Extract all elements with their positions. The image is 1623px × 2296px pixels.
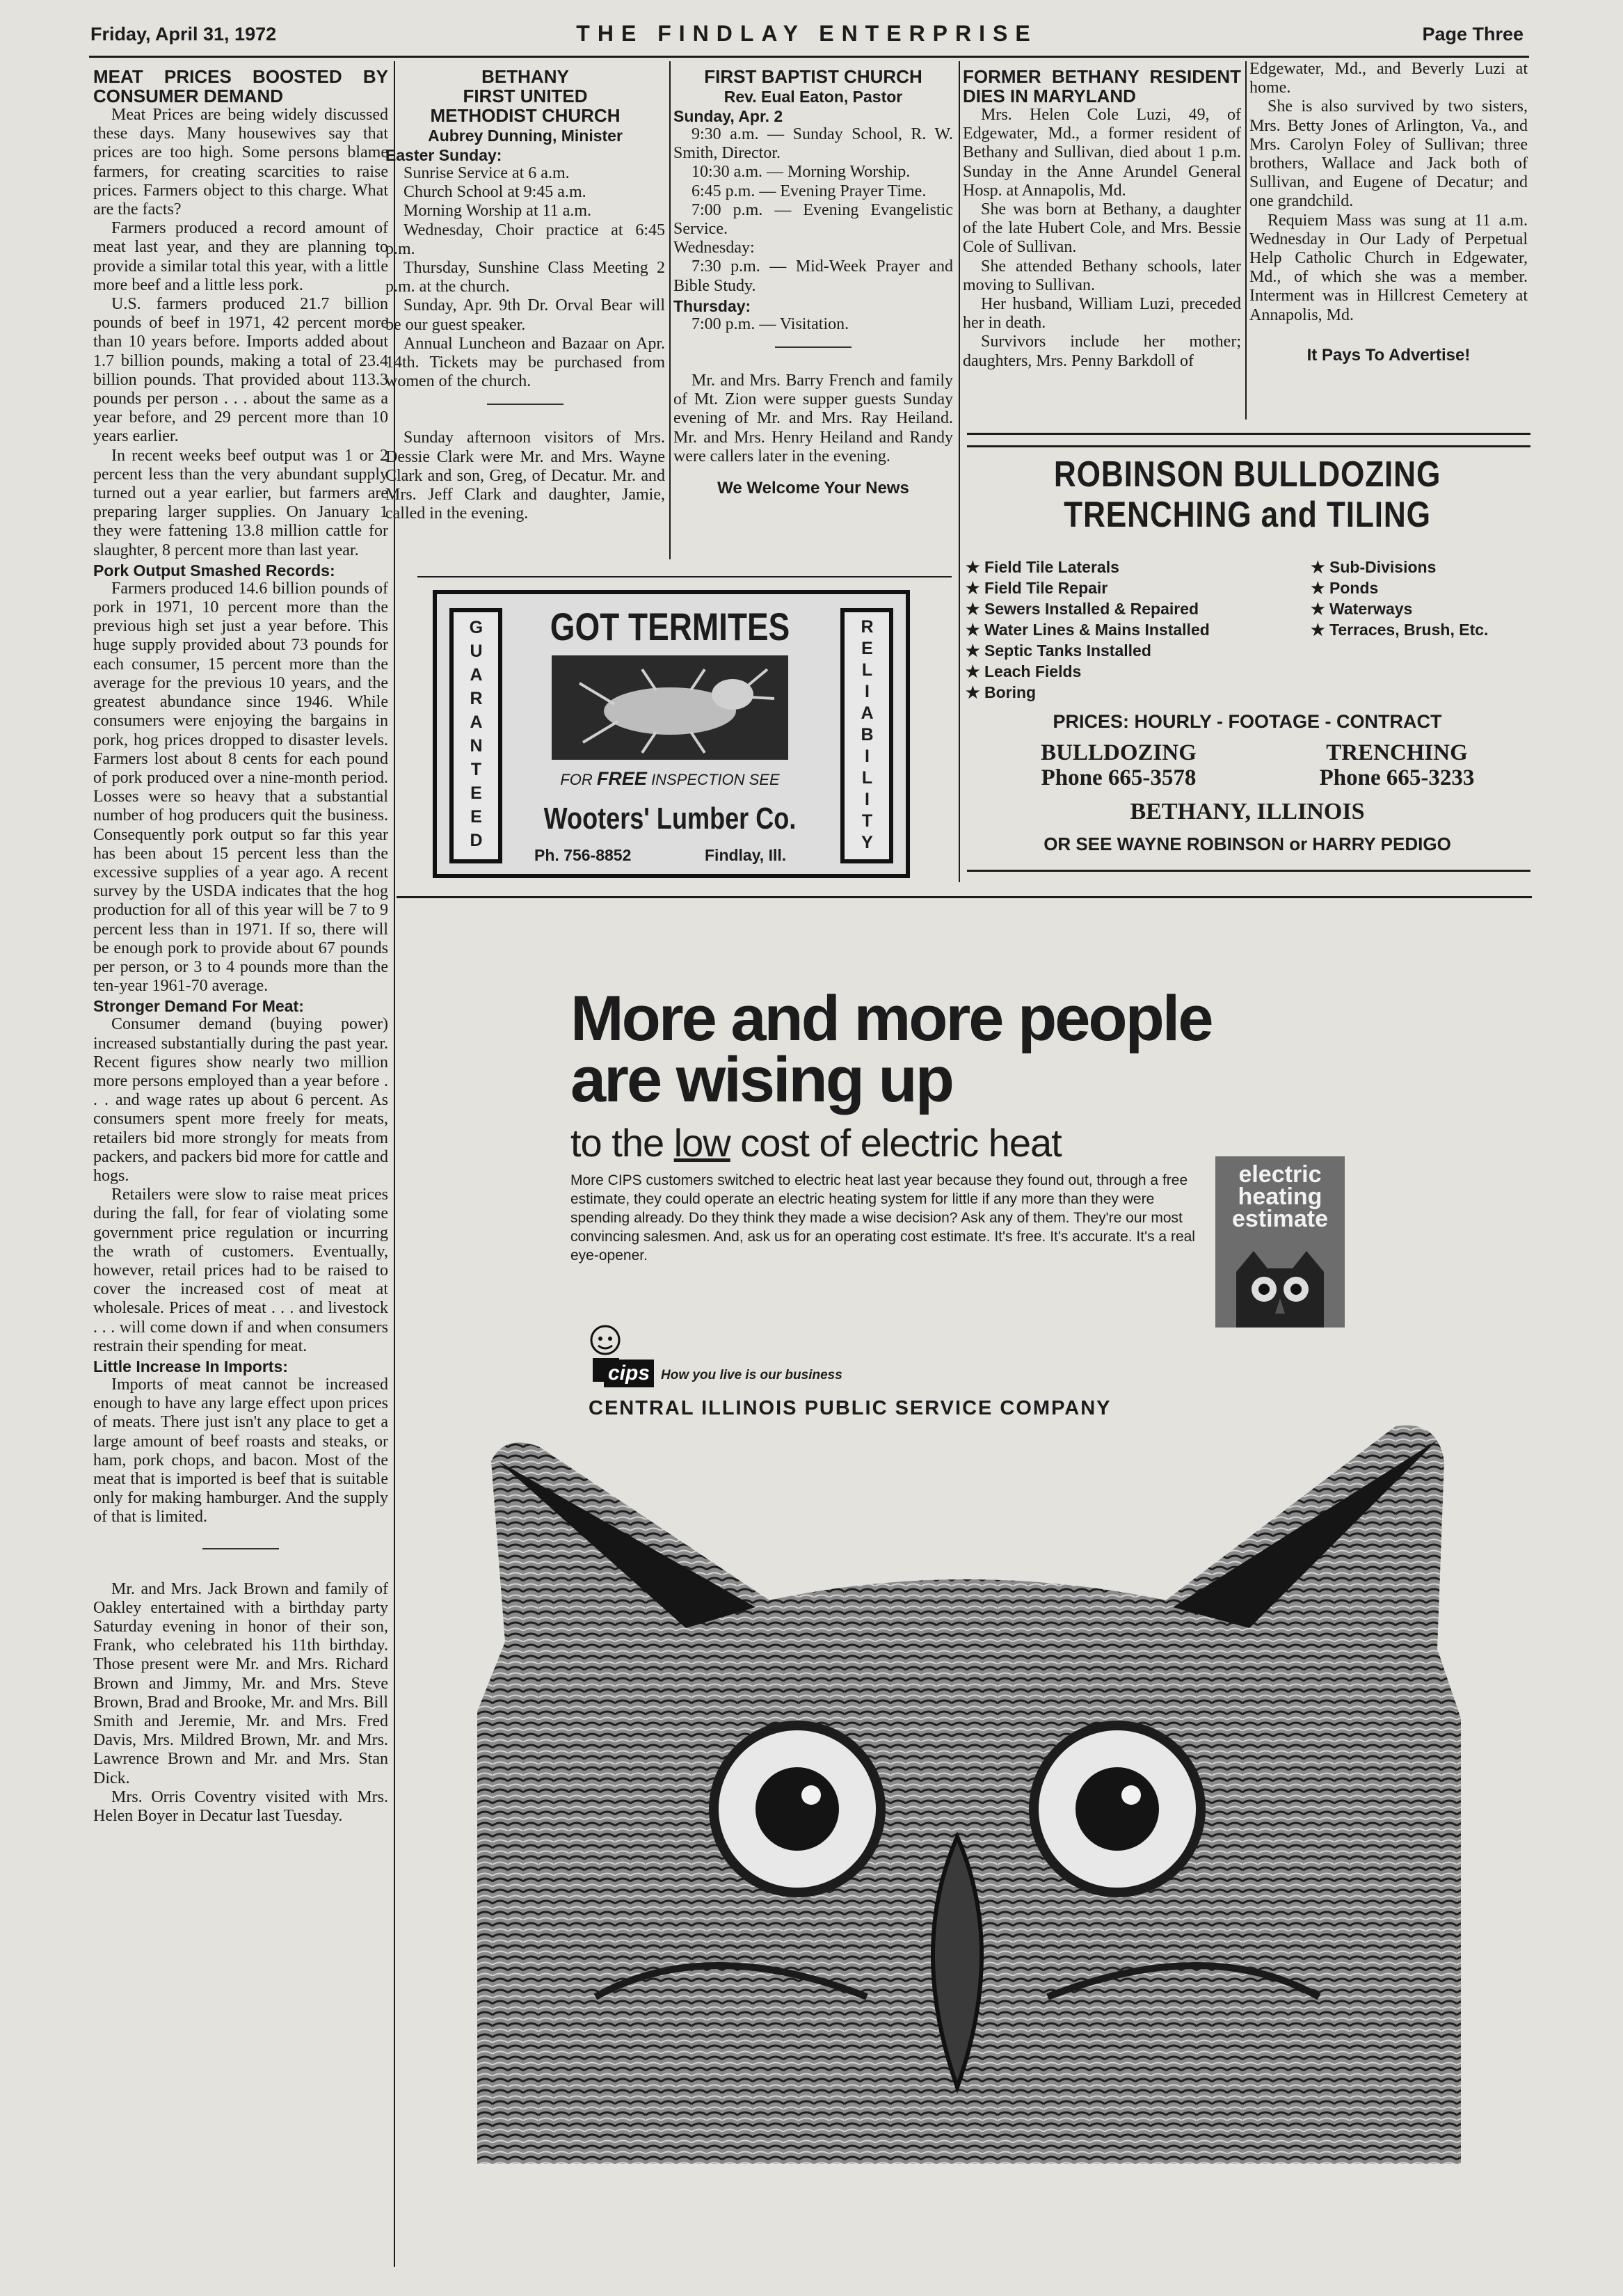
vertical-letters: RELIABILITY (857, 617, 877, 854)
church-name-line: FIRST UNITED (463, 86, 588, 106)
minister-name: Aubrey Dunning, Minister (428, 127, 623, 145)
baptist-church-notice (673, 67, 953, 497)
robinson-town: BETHANY, ILLINOIS (1130, 799, 1365, 824)
masthead (90, 21, 1524, 51)
ad-top-rule (417, 576, 952, 577)
service-item: 7:00 p.m. — Visitation. (691, 314, 849, 333)
wooters-town: Findlay, Ill. (705, 846, 787, 864)
obituary-headline: FORMER BETHANY RESIDENT DIES IN MARYLAND (963, 66, 1241, 106)
service-item: ★ Field Tile Repair (966, 579, 1108, 597)
service-item: ★ Sub-Divisions (1311, 558, 1437, 576)
obituary-paragraph: Her husband, William Luzi, preceded her in death. (963, 295, 1241, 333)
service-item: 7:00 p.m. — Evening Evangelistic Service. (673, 200, 953, 239)
robinson-contacts: OR SEE WAYNE ROBINSON or HARRY PEDIGO (1044, 834, 1451, 854)
column-divider-3 (959, 61, 960, 882)
separator (202, 1548, 279, 1549)
bulldozing-block (1014, 740, 1223, 790)
heating-estimate-box (1215, 1156, 1345, 1328)
cips-logo: cips (604, 1360, 654, 1387)
service-item: Morning Worship at 11 a.m. (403, 202, 592, 221)
article-paragraph: In recent weeks beef output was 1 or 2 percent less than the very abundant supply turned out a year earlier, but farmers are preparing larger supplies. On January 1 they were fattening 13.8 million cattle for slaughter, 8 percent more than last year. (93, 446, 388, 559)
meat-prices-article (93, 67, 388, 1826)
subheading: Stronger Demand For Meat: (93, 997, 304, 1016)
article-paragraph: Imports of meat cannot be increased enough to have any large effect upon prices of meats. There just isn't any place to get a large amount of beef roasts and steaks, or ham, pork chops, and bacon. Most of the meat that is imported is beef that is suitable only for making hamburger. And the supply of that is limited. (93, 1376, 388, 1526)
column-divider-2 (669, 61, 671, 559)
small-owl-icon (1215, 1244, 1345, 1328)
trenching-phone: Phone 665-3233 (1319, 765, 1475, 790)
sub-low: low (673, 1121, 730, 1165)
sub-post: cost of electric heat (740, 1121, 1062, 1165)
church-name-line: BETHANY (481, 66, 569, 87)
service-item: 6:45 p.m. — Evening Prayer Time. (691, 182, 927, 200)
sunday-heading: Sunday, Apr. 2 (673, 107, 783, 125)
article-paragraph: Farmers produced a record amount of meat last year, and they are planning to provide a similar total this year, with a little more beef and a little less pork. (93, 219, 388, 294)
robinson-title-2: TRENCHING and TILING (1064, 495, 1431, 535)
vertical-letters: GUARANTEED (466, 617, 486, 854)
ad-top-rule (967, 433, 1530, 435)
article-paragraph: Retailers were slow to raise meat prices during the fall, for fear of violating some government price regulation or incurring the wrath of customers. Eventually, however, retail prices had to be raised to cover the increased cost of meat at wholesale. Prices of meat . . . and livestock . . . will come down if and when consumers restrain their spending for meat. (93, 1186, 388, 1355)
free-inspection-post: INSPECTION SEE (651, 771, 780, 788)
service-item: 10:30 a.m. — Morning Worship. (691, 163, 911, 182)
service-item: Annual Luncheon and Bazaar on Apr. 14th. Tickets may be purchased from women of the church. (385, 334, 665, 391)
services-list-right (1311, 557, 1533, 640)
cips-electric-heat-ad (570, 983, 1328, 1419)
sub-pre: to the (570, 1121, 664, 1165)
clark-visitors-item: Sunday afternoon visitors of Mrs. Dessie Clark were Mr. and Mrs. Wayne Clark and son, Greg, of Decatur. Mr. and Mrs. Jeff Clark and daughter, Jamie, called in the evening. (385, 429, 665, 523)
church-name-line: METHODIST CHURCH (430, 105, 621, 126)
service-item: Wednesday, Choir practice at 6:45 p.m. (385, 221, 665, 258)
church-name: FIRST BAPTIST CHURCH (704, 66, 922, 87)
termite-photo (552, 655, 788, 760)
header-rule (89, 56, 1529, 58)
cips-body-copy: More CIPS customers switched to electric heat last year because they found out, through a free estimate, they could operate an electric heating system for little if any more than they were spending already. Do they think they made a wise decision? Ask any of them. They're our most convincing salesmen. And, ask us for an operating cost estimate. It's free. It's accurate. It's a real eye-opener. (570, 1172, 1195, 1263)
service-item: ★ Ponds (1311, 579, 1379, 597)
robinson-bulldozing-ad (966, 445, 1529, 870)
article-paragraph: Consumer demand (buying power) increased substantially during the past year. Recent figures show nearly two million more persons employed than a year before . . . and wage rates up about 6 percent. As consumers spent more freely for meats, retailers bid more strongly for meats from packers, and packers bid more for cattle and hogs. (93, 1015, 388, 1185)
free-inspection-pre: FOR (560, 771, 593, 788)
cips-company-name: CENTRAL ILLINOIS PUBLIC SERVICE COMPANY (589, 1397, 1112, 1419)
termite-headline: GOT TERMITES (550, 605, 790, 648)
column-divider-4 (1245, 61, 1247, 420)
owl-illustration (477, 1419, 1461, 2164)
estimate-label (1215, 1163, 1345, 1230)
service-item: ★ Field Tile Laterals (966, 558, 1119, 576)
bulldozing-phone: Phone 665-3578 (1041, 765, 1197, 790)
advertise-slogan: It Pays To Advertise! (1306, 345, 1471, 365)
obituary-paragraph: Survivors include her mother; daughters, Mrs. Penny Barkdoll of (963, 333, 1241, 370)
cips-subheadline (570, 1120, 1212, 1165)
coventry-item: Mrs. Orris Coventry visited with Mrs. Helen Boyer in Decatur last Tuesday. (93, 1787, 388, 1826)
service-item: ★ Septic Tanks Installed (966, 641, 1151, 660)
obituary-paragraph: Requiem Mass was sung at 11 a.m. Wednesday in Our Lady of Perpetual Help Catholic Church in Edgewater, Md., of which she was a member. Interment was in Hillcrest Cemetery at Annapolis, Md. (1249, 211, 1528, 324)
meat-prices-headline: MEAT PRICES BOOSTED BY CONSUMER DEMAND (93, 66, 388, 106)
service-item: ★ Waterways (1311, 600, 1413, 618)
article-paragraph: Farmers produced 14.6 billion pounds of pork in 1971, 10 percent more than the previous high set just a year before. This huge supply provided about 73 pounds for each consumer, 15 percent more than the average for the previous 10 years, and the greatest abundance since 1946. While consumers were enjoying the bargains in pork, hog prices dropped to disaster levels. Farmers lost about 8 cents for each pound of pork produced over a nine-month period. Losses were so heavy that a substantial number of hog producers quit the business. Consequently pork output so far this year has been about 15 percent less than the excessive supplies of a year ago. A recent survey by the USDA indicates that the hog production for all of this year will be 7 to 9 percent less than in 1971. If so, there will be enough pork to provide about 67 pounds per person, or 3 to 4 pounds more than the ten-year 1961-70 average. (93, 579, 388, 996)
methodist-church-notice (385, 67, 665, 523)
service-item: ★ Boring (966, 683, 1037, 701)
page-number: Page Three (1422, 24, 1524, 45)
estimate-word: electric (1238, 1161, 1322, 1188)
cips-headline-1: More and more people (570, 983, 1212, 1054)
wednesday-heading: Wednesday: (673, 239, 755, 257)
newspaper-name: THE FINDLAY ENTERPRISE (576, 21, 1038, 46)
service-item: ★ Leach Fields (966, 662, 1082, 680)
cips-headline-2: are wising up (570, 1044, 952, 1115)
obituary-paragraph: She attended Bethany schools, later moving to Sullivan. (963, 257, 1241, 294)
service-item: ★ Terraces, Brush, Etc. (1311, 621, 1489, 639)
article-paragraph: U.S. farmers produced 21.7 billion pounds of beef in 1971, 42 percent more than 10 years before. Imports added about 1.7 billion pounds, making a total of 23.4 billion pounds. That provided about 113.3 pounds per person . . . about the same as a year before, and 29 percent more than 10 years earlier. (93, 295, 388, 446)
service-item: 9:30 a.m. — Sunday School, R. W. Smith, Director. (673, 125, 953, 163)
welcome-news-slogan: We Welcome Your News (717, 479, 909, 498)
obituary-paragraph: She was born at Bethany, a daughter of the late Hubert Cole, and Mrs. Bessie Cole of Sullivan. (963, 200, 1241, 257)
pastor-name: Rev. Eual Eaton, Pastor (723, 88, 903, 106)
guaranteed-vertical-text (449, 608, 502, 863)
subheading: Pork Output Smashed Records: (93, 561, 335, 580)
article-paragraph: Meat Prices are being widely discussed these days. Many housewives say that prices are too high. Some persons blame farmers, for creating scarcities to raise prices. Farmers object to this charge. What are the facts? (93, 106, 388, 219)
subheading: Little Increase In Imports: (93, 1357, 288, 1376)
brown-party-item: Mr. and Mrs. Jack Brown and family of Oakley entertained with a birthday party Saturday evening in honor of their son, Frank, who celebrated his 11th birthday. Those present were Mr. and Mrs. Richard Brown and Jimmy, Mr. and Mrs. Steve Brown, Brad and Brooke, Mr. and Mrs. Bill Smith and Jeremie, Mr. and Mrs. Fred Davis, Mrs. Mildred Brown, Mr. and Mrs. Lawrence Brown and Mr. and Mrs. Stan Dick. (93, 1579, 388, 1787)
estimate-word: heating (1238, 1183, 1322, 1210)
service-item: Sunrise Service at 6 a.m. (403, 164, 570, 182)
pricing-line: PRICES: HOURLY - FOOTAGE - CONTRACT (1053, 711, 1442, 732)
trenching-label: TRENCHING (1326, 740, 1468, 765)
free-inspection-free: FREE (596, 768, 647, 789)
separator (775, 346, 852, 348)
bulldozing-label: BULLDOZING (1041, 740, 1197, 765)
ad-divider-rule (397, 896, 1532, 898)
reliability-vertical-text (840, 608, 893, 863)
thursday-heading: Thursday: (673, 296, 751, 315)
obituary-paragraph: She is also survived by two sisters, Mrs. Betty Jones of Arlington, Va., and Mrs. Carolyn Foley of Sullivan; three brothers, Wallace and Jack both of Sullivan, and Eugene of Decatur; and one grandchild. (1249, 97, 1528, 211)
wooters-lumber-name: Wooters' Lumber Co. (543, 802, 797, 836)
cips-tagline: How you live is our business (661, 1368, 842, 1382)
service-item: Church School at 9:45 a.m. (403, 183, 586, 202)
service-item: 7:30 p.m. — Mid-Week Prayer and Bible Study. (673, 257, 953, 295)
estimate-word: estimate (1232, 1206, 1328, 1232)
easter-heading: Easter Sunday: (385, 146, 502, 164)
robinson-title-1: ROBINSON BULLDOZING (1053, 454, 1441, 495)
ad-bottom-rule (967, 870, 1530, 872)
service-item: Sunday, Apr. 9th Dr. Orval Bear will be our guest speaker. (385, 296, 665, 334)
separator (487, 404, 563, 405)
luzi-obituary (963, 67, 1241, 371)
obituary-paragraph: Mrs. Helen Cole Luzi, 49, of Edgewater, Md., a former resident of Bethany and Sullivan, died about 1 p.m. Sunday in the Anne Arundel General Hosp. at Annapolis, Md. (963, 106, 1241, 200)
issue-date: Friday, April 31, 1972 (90, 24, 277, 45)
service-item: ★ Water Lines & Mains Installed (966, 621, 1210, 639)
obituary-paragraph: Edgewater, Md., and Beverly Luzi at home. (1249, 60, 1528, 97)
luzi-obituary-continued (1249, 60, 1528, 365)
service-item: ★ Sewers Installed & Repaired (966, 600, 1199, 618)
trenching-block (1293, 740, 1501, 790)
termite-ad (433, 590, 910, 878)
wooters-phone: Ph. 756-8852 (534, 846, 632, 864)
free-inspection-line (513, 768, 826, 790)
services-list-left (966, 557, 1300, 703)
french-visit-item: Mr. and Mrs. Barry French and family of Mt. Zion were supper guests Sunday evening of Mr. and Mrs. Ray Heiland. Mr. and Mrs. Henry Heiland and Randy were callers later in the evening. (673, 372, 953, 465)
service-item: Thursday, Sunshine Class Meeting 2 p.m. at the church. (385, 259, 665, 296)
